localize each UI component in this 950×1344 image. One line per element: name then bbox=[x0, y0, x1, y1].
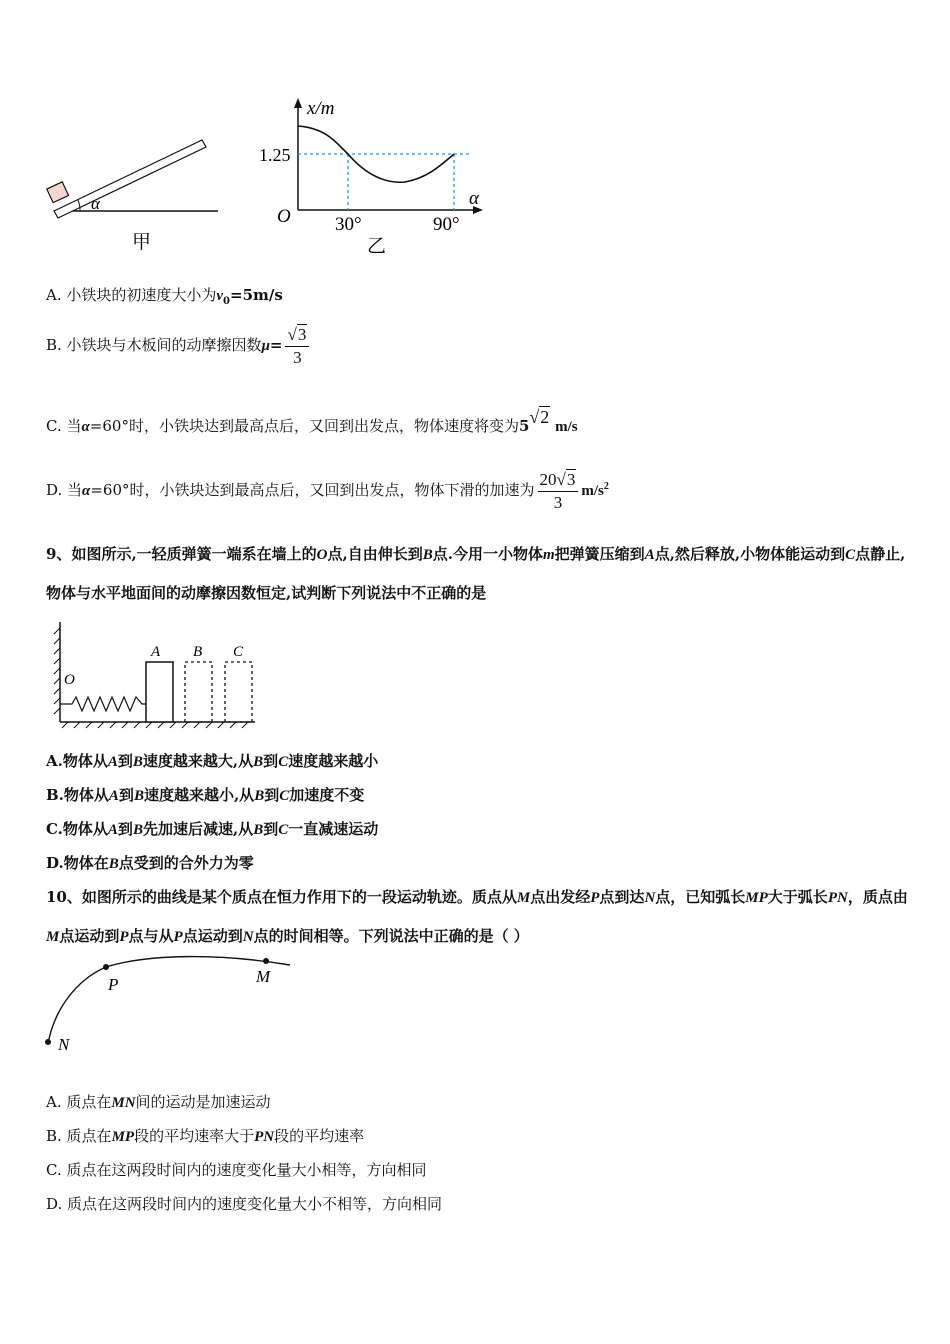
spring bbox=[60, 697, 146, 711]
q10-s2: 点出发经 bbox=[530, 888, 591, 906]
q9-a-p3: 速度越来越大,从 bbox=[142, 752, 254, 770]
q9-c-v4: C bbox=[278, 822, 289, 838]
q10-s7: 点运动到 bbox=[59, 927, 120, 945]
figure-jia-incline bbox=[40, 130, 230, 260]
q10-b-p2: 段的平均速率大于 bbox=[134, 1127, 255, 1145]
q9-c-v3: B bbox=[253, 822, 264, 838]
q8-b-var: μ bbox=[261, 338, 270, 354]
q8-option-b bbox=[46, 320, 312, 371]
q9-c-p2: 到 bbox=[117, 820, 133, 838]
q9-b-p1: B.物体从 bbox=[46, 786, 109, 804]
q10-var-mp: MP bbox=[745, 890, 768, 906]
label-c: C bbox=[233, 644, 244, 660]
q8-b-den: 3 bbox=[293, 347, 302, 367]
block-c-dashed bbox=[225, 662, 252, 722]
q9-s2: 点,自由伸长到 bbox=[327, 545, 423, 563]
q8-c-var: α bbox=[81, 419, 90, 435]
q10-b-p3: 段的平均速率 bbox=[274, 1127, 365, 1145]
q10-option-a bbox=[46, 1092, 271, 1113]
q9-a-v1: A bbox=[107, 754, 118, 770]
q9-s5: 点,然后释放,小物体能运动到 bbox=[654, 545, 846, 563]
q8-b-eq: = bbox=[269, 336, 283, 354]
q8-b-root: 3 bbox=[297, 324, 307, 344]
q10-a-p2: 间的运动是加速运动 bbox=[135, 1093, 271, 1111]
q8-a-text: A. 小铁块的初速度大小为 bbox=[46, 286, 217, 304]
q9-b-v3: B bbox=[254, 788, 265, 804]
q9-option-d bbox=[46, 853, 254, 874]
q9-option-b bbox=[46, 785, 364, 806]
label-p: P bbox=[108, 975, 119, 994]
origin-label: O bbox=[277, 206, 291, 227]
block-b-dashed bbox=[185, 662, 212, 722]
q9-c-v2: B bbox=[132, 822, 143, 838]
q9-b-p5: 加速度不变 bbox=[289, 786, 365, 804]
q8-a-sub: 0 bbox=[223, 296, 231, 307]
block-a bbox=[146, 662, 173, 722]
q8-d-den: 3 bbox=[553, 492, 563, 512]
q9-b-p2: 到 bbox=[118, 786, 134, 804]
q10-s4: 点，已知弧长 bbox=[655, 888, 746, 906]
q10-var-p3: P bbox=[173, 929, 183, 945]
q9-var-m: m bbox=[543, 547, 555, 563]
q10-b-p1: B. 质点在 bbox=[46, 1127, 112, 1145]
q9-a-v4: C bbox=[278, 754, 289, 770]
q10-var-n: N bbox=[644, 890, 656, 906]
q9-c-p4: 到 bbox=[263, 820, 279, 838]
q8-d-fraction: $\frac{20√3}{3}$ bbox=[538, 469, 579, 514]
q8-d-unit-sup: 2 bbox=[603, 481, 609, 492]
q10-trajectory-figure bbox=[38, 950, 300, 1060]
q10-option-b bbox=[46, 1126, 364, 1147]
q9-d-p1: D.物体在 bbox=[46, 854, 109, 872]
q9-c-p3: 先加速后减速,从 bbox=[142, 820, 254, 838]
q9-number: 9、 bbox=[46, 545, 72, 563]
q10-s10: 点的时间相等。下列说法中正确的是（ ） bbox=[253, 927, 529, 945]
q9-b-v2: B bbox=[133, 788, 144, 804]
q8-option-a bbox=[46, 285, 283, 312]
q9-a-v2: B bbox=[132, 754, 143, 770]
q10-a-p1: A. 质点在 bbox=[46, 1093, 112, 1111]
label-n: N bbox=[58, 1035, 70, 1054]
q9-b-p3: 速度越来越小,从 bbox=[143, 786, 255, 804]
q9-var-o: O bbox=[316, 547, 328, 563]
label-m: M bbox=[256, 967, 271, 986]
q10-s5: 大于弧长 bbox=[767, 888, 828, 906]
figure-jia-caption: 甲 bbox=[132, 232, 152, 253]
floor-hatch bbox=[62, 722, 248, 728]
q10-d-p1: D. 质点在这两段时间内的速度变化量大小不相等，方向相同 bbox=[46, 1195, 443, 1213]
q10-stem bbox=[46, 878, 908, 956]
q10-var-pn: PN bbox=[827, 890, 848, 906]
q8-d-text: =60°时，小铁块达到最高点后，又回到出发点，物体下滑的加速为 bbox=[90, 481, 535, 499]
q9-a-p1: A.物体从 bbox=[46, 752, 108, 770]
q10-a-v1: MN bbox=[111, 1095, 136, 1111]
q9-var-a: A bbox=[644, 547, 655, 563]
q8-a-value: =5m/s bbox=[230, 286, 283, 304]
angle-label: α bbox=[91, 194, 100, 213]
q9-var-b: B bbox=[422, 547, 433, 563]
x-axis-label: α bbox=[469, 188, 479, 209]
q9-d-p2: 点受到的合外力为零 bbox=[118, 854, 254, 872]
trajectory-curve bbox=[48, 957, 290, 1044]
q9-s6: 点静止,物体与水平地面间的动摩擦因数恒定,试判断下列说法中不正确的是 bbox=[46, 545, 906, 602]
q9-b-p4: 到 bbox=[264, 786, 280, 804]
q8-a-var: v bbox=[216, 288, 224, 304]
label-a: A bbox=[151, 644, 161, 660]
q10-s8: 点与从 bbox=[128, 927, 174, 945]
q10-b-v2: PN bbox=[254, 1129, 275, 1145]
q9-s3: 点.今用一小物体 bbox=[432, 545, 543, 563]
q8-c-root: 2 bbox=[540, 407, 550, 427]
q9-c-v1: A bbox=[107, 822, 118, 838]
q10-var-p2: P bbox=[119, 929, 129, 945]
q8-option-d bbox=[46, 462, 609, 516]
iron-block bbox=[47, 182, 69, 203]
q9-option-c bbox=[46, 819, 378, 840]
q8-d-root: 3 bbox=[566, 469, 576, 489]
q10-number: 10、 bbox=[46, 888, 82, 906]
q10-s1: 如图所示的曲线是某个质点在恒力作用下的一段运动轨迹。质点从 bbox=[81, 888, 517, 906]
q10-var-n2: N bbox=[242, 929, 254, 945]
x-tick-30: 30° bbox=[335, 214, 362, 235]
q8-option-c bbox=[46, 405, 578, 447]
q10-s6: ，质点由 bbox=[847, 888, 908, 906]
q9-a-p4: 到 bbox=[263, 752, 279, 770]
q9-spring-figure bbox=[50, 618, 265, 730]
figure-yi-caption: 乙 bbox=[367, 236, 387, 257]
q8-c-sqrt: √2 bbox=[529, 407, 550, 427]
q8-c-prefix: C. 当 bbox=[46, 417, 82, 435]
q9-var-c: C bbox=[845, 547, 856, 563]
q10-var-m: M bbox=[516, 890, 531, 906]
x-tick-90: 90° bbox=[433, 214, 460, 235]
q10-s3: 点到达 bbox=[599, 888, 645, 906]
q8-d-num-coef: 20 bbox=[539, 469, 557, 489]
q9-s1: 如图所示,一轻质弹簧一端系在墙上的 bbox=[71, 545, 317, 563]
q9-c-p5: 一直减速运动 bbox=[288, 820, 379, 838]
q8-b-text: B. 小铁块与木板间的动摩擦因数 bbox=[46, 336, 262, 354]
figure-yi-graph bbox=[255, 92, 495, 260]
wall-hatch bbox=[54, 628, 60, 714]
q9-d-v1: B bbox=[108, 856, 119, 872]
q8-c-text: =60°时，小铁块达到最高点后，又回到出发点，物体速度将变为 bbox=[89, 417, 519, 435]
point-p bbox=[103, 964, 109, 970]
q8-d-var: α bbox=[82, 483, 91, 499]
q9-option-a bbox=[46, 751, 378, 772]
q9-stem bbox=[46, 535, 908, 612]
q10-c-p1: C. 质点在这两段时间内的速度变化量大小相等，方向相同 bbox=[46, 1161, 427, 1179]
q9-a-p5: 速度越来越小 bbox=[288, 752, 379, 770]
y-axis-label: x/m bbox=[307, 98, 335, 119]
q8-d-prefix: D. 当 bbox=[46, 481, 83, 499]
label-b: B bbox=[193, 644, 203, 660]
q10-var-m2: M bbox=[46, 929, 60, 945]
incline-board bbox=[54, 140, 206, 218]
y-tick-label: 1.25 bbox=[259, 145, 291, 165]
point-n bbox=[45, 1039, 51, 1045]
q8-d-unit: m/s bbox=[581, 483, 604, 499]
q9-s4: 把弹簧压缩到 bbox=[554, 545, 645, 563]
q8-c-coef: 5 bbox=[518, 417, 530, 435]
q10-option-c bbox=[46, 1160, 426, 1180]
q10-b-v1: MP bbox=[111, 1129, 135, 1145]
q9-b-v4: C bbox=[279, 788, 290, 804]
q10-s9: 点运动到 bbox=[182, 927, 243, 945]
q9-b-v1: A bbox=[108, 788, 119, 804]
point-m bbox=[263, 958, 269, 964]
y-axis-arrow bbox=[294, 98, 302, 108]
q9-c-p1: C.物体从 bbox=[46, 820, 108, 838]
q8-c-unit: m/s bbox=[555, 419, 578, 435]
q10-var-p: P bbox=[590, 890, 600, 906]
q8-b-fraction: $\frac{√3}{3}$ bbox=[285, 324, 309, 369]
q10-option-d bbox=[46, 1194, 442, 1214]
label-o: O bbox=[64, 672, 75, 688]
q9-a-v3: B bbox=[253, 754, 264, 770]
q9-a-p2: 到 bbox=[117, 752, 133, 770]
